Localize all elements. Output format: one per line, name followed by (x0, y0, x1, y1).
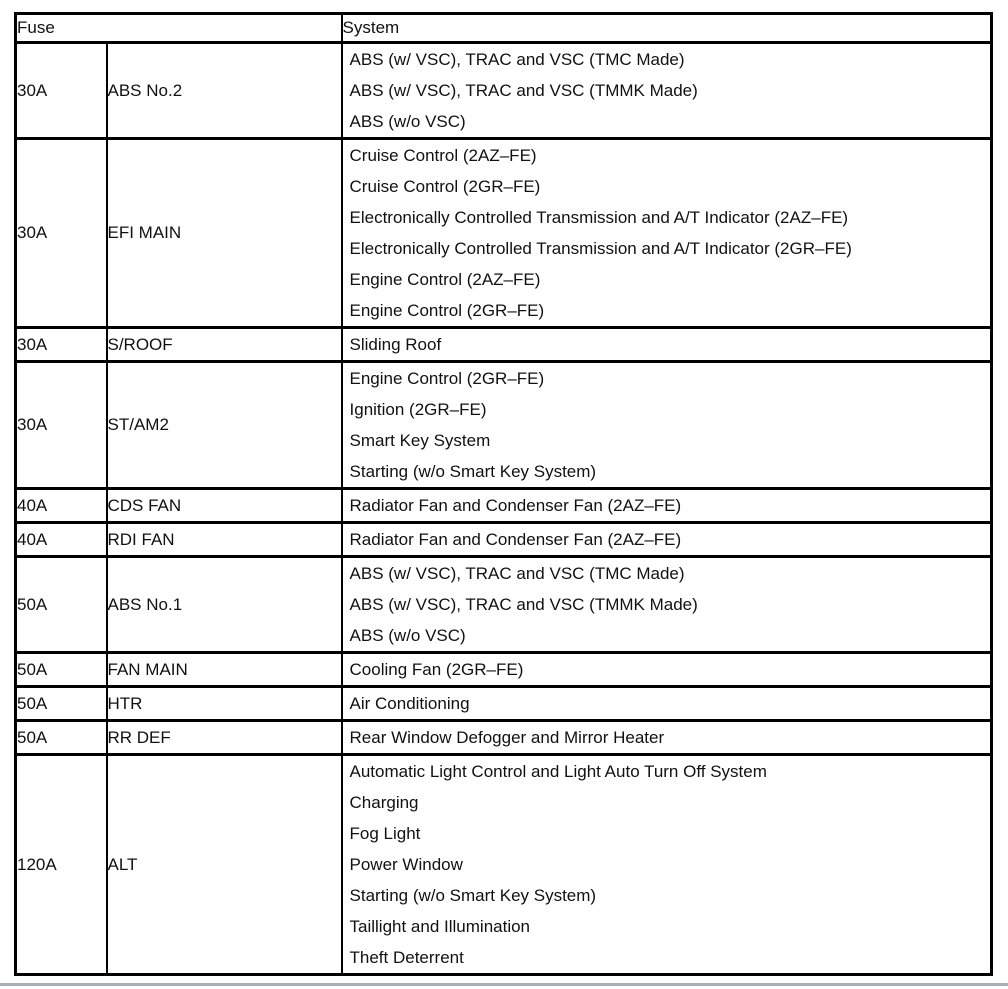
system-line: Radiator Fan and Condenser Fan (2AZ–FE) (349, 496, 682, 515)
system-column-header: System (342, 14, 992, 43)
system-line: Engine Control (2GR–FE) (349, 301, 545, 320)
system-line: Air Conditioning (349, 694, 470, 713)
system-line: Power Window (349, 855, 463, 874)
fuse-table (14, 12, 993, 976)
system-line: Engine Control (2GR–FE) (349, 369, 545, 388)
fuse-row (16, 721, 992, 755)
system-line: Automatic Light Control and Light Auto Turn Off System (349, 762, 767, 781)
system-line: Ignition (2GR–FE) (349, 400, 487, 419)
fuse-amp-cell: 30A (16, 328, 107, 362)
system-line: ABS (w/o VSC) (349, 112, 466, 131)
fuse-row (16, 557, 992, 653)
system-line: Cruise Control (2AZ–FE) (349, 146, 537, 165)
fuse-row (16, 523, 992, 557)
fuse-amp-cell: 30A (16, 43, 107, 139)
fuse-amp-cell: 40A (16, 523, 107, 557)
fuse-amp-cell: 50A (16, 721, 107, 755)
system-line: ABS (w/o VSC) (349, 626, 466, 645)
fuse-row (16, 653, 992, 687)
system-line: ABS (w/ VSC), TRAC and VSC (TMMK Made) (349, 81, 698, 100)
fuse-amp-cell: 50A (16, 687, 107, 721)
system-list-cell (342, 653, 992, 687)
fuse-table-body (16, 43, 992, 975)
fuse-column-header: Fuse (16, 14, 342, 43)
system-list-cell (342, 139, 992, 328)
system-line: ABS (w/ VSC), TRAC and VSC (TMC Made) (349, 50, 685, 69)
system-line: Starting (w/o Smart Key System) (349, 886, 597, 905)
fuse-name-cell: ST/AM2 (107, 362, 342, 489)
header-row (16, 14, 992, 43)
fuse-amp-cell: 30A (16, 139, 107, 328)
fuse-name-cell: FAN MAIN (107, 653, 342, 687)
system-line: Electronically Controlled Transmission and A/T Indicator (2AZ–FE) (349, 208, 849, 227)
system-line: Starting (w/o Smart Key System) (349, 462, 597, 481)
fuse-name-cell: RR DEF (107, 721, 342, 755)
system-line: Radiator Fan and Condenser Fan (2AZ–FE) (349, 530, 682, 549)
fuse-amp-cell: 120A (16, 755, 107, 975)
fuse-row (16, 328, 992, 362)
system-list-cell (342, 43, 992, 139)
system-list-cell (342, 523, 992, 557)
fuse-amp-cell: 50A (16, 653, 107, 687)
fuse-row (16, 755, 992, 975)
system-line: Electronically Controlled Transmission and A/T Indicator (2GR–FE) (349, 239, 852, 258)
fuse-name-cell: ABS No.1 (107, 557, 342, 653)
fuse-name-cell: EFI MAIN (107, 139, 342, 328)
system-line: Cooling Fan (2GR–FE) (349, 660, 524, 679)
system-line: ABS (w/ VSC), TRAC and VSC (TMC Made) (349, 564, 685, 583)
fuse-name-cell: S/ROOF (107, 328, 342, 362)
system-list-cell (342, 687, 992, 721)
fuse-row (16, 362, 992, 489)
system-line: Cruise Control (2GR–FE) (349, 177, 541, 196)
fuse-name-cell: RDI FAN (107, 523, 342, 557)
system-line: Charging (349, 793, 419, 812)
fuse-name-cell: ABS No.2 (107, 43, 342, 139)
fuse-name-cell: HTR (107, 687, 342, 721)
system-line: ABS (w/ VSC), TRAC and VSC (TMMK Made) (349, 595, 698, 614)
fuse-amp-cell: 30A (16, 362, 107, 489)
fuse-name-cell: ALT (107, 755, 342, 975)
system-line: Sliding Roof (349, 335, 442, 354)
system-list-cell (342, 721, 992, 755)
system-list-cell (342, 362, 992, 489)
system-line: Rear Window Defogger and Mirror Heater (349, 728, 665, 747)
fuse-amp-cell: 50A (16, 557, 107, 653)
system-list-cell (342, 755, 992, 975)
system-list-cell (342, 328, 992, 362)
system-line: Taillight and Illumination (349, 917, 531, 936)
system-list-cell (342, 489, 992, 523)
system-line: Fog Light (349, 824, 421, 843)
system-line: Theft Deterrent (349, 948, 464, 967)
fuse-name-cell: CDS FAN (107, 489, 342, 523)
system-list-cell (342, 557, 992, 653)
system-line: Engine Control (2AZ–FE) (349, 270, 541, 289)
fuse-row (16, 489, 992, 523)
fuse-row (16, 139, 992, 328)
fuse-row (16, 687, 992, 721)
fuse-row (16, 43, 992, 139)
page-bottom-rule (0, 983, 1008, 986)
fuse-amp-cell: 40A (16, 489, 107, 523)
fuse-table-container (14, 12, 990, 976)
system-line: Smart Key System (349, 431, 491, 450)
